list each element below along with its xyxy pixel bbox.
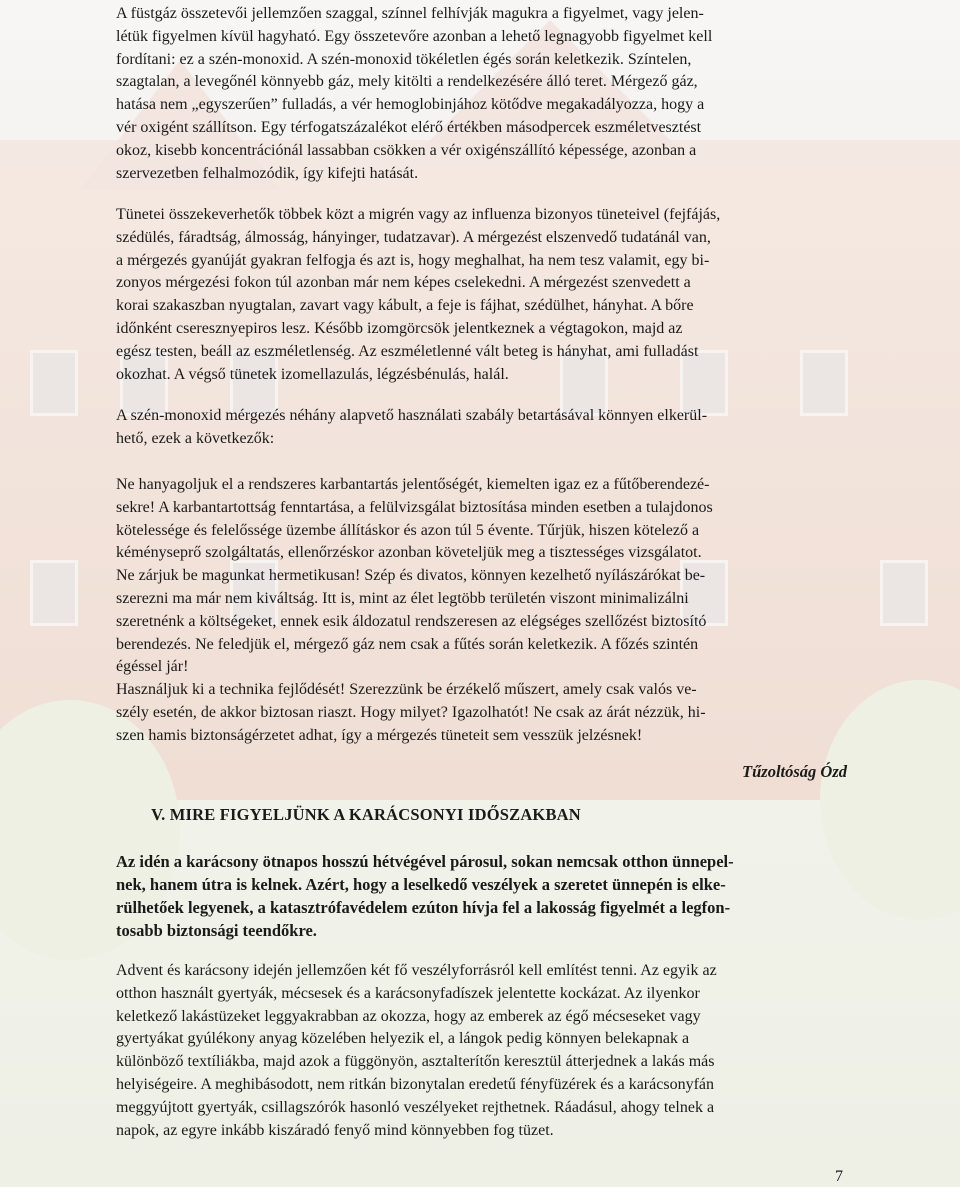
paragraph-advent: Advent és karácsony idején jellemzően két fő veszélyforrásról kell említést tenni. Az egyik az otthon használt gyertyák, mécsesek és a karácsonyfadíszek jelentette kockázat. Az ilyenkor keletkező lakástüzeket leggyakrabban az okozza, hogy az emberek az égő mécseseket vagy gyertyákat gyúlékony anyag közelében helyezik el, a lángok pedig könnyen belekapnak a különböző textíliákba, majd azok a függönyön, asztalterítőn keresztül átterjednek a lakás más helyiségeire. A meghibásodott, nem ritkán bizonytalan eredetű fényfüzérek és a karácsonyfán meggyújtott gyertyák, csillagszórók hasonló veszélyeket rejthetnek. Ráadásul, ahogy telnek a napok, az egyre inkább kiszáradó fenyő mind könnyebben fog tüzet. [116, 962, 717, 1139]
paragraph-rules: Ne hanyagoljuk el a rendszeres karbantartás jelentőségét, kiemelten igaz ez a fűtőberendezé- sekre! A karbantartottság fenntartása, a felülvizsgálat biztosítása minden esetben a tulajdonos kötelessége és felelőssége üzembe állításkor és azon túl 5 évente. Tűrjük, hiszen kötelező a kéményseprő szolgáltatás, ellenőrzéskor azonban követeljük meg a tisztességes vizsgálatot. Ne zárjuk be magunkat hermetikusan! Szép és divatos, könnyen kezelhető nyílászárókat be- szerezni ma már nem kiváltság. Itt is, mint az élet legtöbb területén viszont minimalizálni szeretnénk a költségeket, ennek esik áldozatul rendszeresen az elégséges szellőzést biztosító berendezés. Ne feledjük el, mérgező gáz nem csak a fűtés során keletkezik. A főzés szintén égéssel jár! Használjuk ki a technika fejlődését! Szerezzünk be érzékelő műszert, amely csak valós ve- szély esetén, de akkor biztosan riaszt. Hogy milyet? Igazolhatót! Ne csak az árát nézzük, hi- szen hamis biztonságérzetet adhat, így a mérgezés tüneteit sem vesszük jelzésnek! [116, 476, 713, 744]
paragraph-rules-intro: A szén-monoxid mérgezés néhány alapvető használati szabály betartásával könnyen elkerül- hető, ezek a következők: [116, 407, 708, 447]
section-lead: Az idén a karácsony ötnapos hosszú hétvégével párosul, sokan nemcsak otthon ünnepel- nek, hanem útra is kelnek. Azért, hogy a leselkedő veszélyek a szeretet ünnepén is elke- rülhetőek legyenek, a katasztrófavédelem ezúton hívja fel a lakosság figyelmét a legfon- tosabb biztonsági teendőkre. [116, 852, 734, 940]
page-number: 7 [835, 1168, 843, 1185]
signature: Tűzoltóság Ózd [742, 762, 847, 781]
paragraph-symptoms: Tünetei összekeverhetők többek közt a migrén vagy az influenza bizonyos tüneteivel (fejfájás, szédülés, fáradtság, álmosság, hányinger, tudatzavar). A mérgezést elszenvedő tudatánál van, a mérgezés gyanúját gyakran felfogja és azt is, hogy meghalhat, ha nem tesz valamit, egy bi- zonyos mérgezési fokon túl azonban már nem képes cselekedni. A mérgezést szenvedett a korai szakaszban nyugtalan, zavart vagy kábult, a feje is fájhat, szédülhet, hányhat. A bőre időnként cseresznyepiros lesz. Később izomgörcsök jelentkeznek a végtagokon, majd az egész testen, beáll az eszméletlenség. Az eszméletlenné vált beteg is hányhat, ami fulladást okozhat. A végső tünetek izomellazulás, légzésbénulás, halál. [116, 206, 721, 383]
paragraph-carbon-monoxide-intro: A füstgáz összetevői jellemzően szaggal, színnel felhívják magukra a figyelmet, vagy jelen- létük figyelmen kívül hagyható. Egy összetevőre azonban a lehető legnagyobb figyelmet kell fordítani: ez a szén-monoxid. A szén-monoxid tökéletlen égés során keletkezik. Színtelen, szagtalan, a levegőnél könnyebb gáz, mely kitölti a rendelkezésére álló teret. Mérgező gáz, hatása nem „egyszerűen” fulladás, a vér hemoglobinjához kötődve megakadályozza, hogy a vér oxigént szállítson. Egy térfogatszázalékot elérő értékben másodpercek eszméletvesztést okoz, kisebb koncentrációnál lassabban csökken a vér oxigénszállító képessége, azonban a szervezetben felhalmozódik, így kifejti hatását. [116, 5, 713, 182]
section-heading: V. MIRE FIGYELJÜNK A KARÁCSONYI IDŐSZAKBAN [151, 805, 581, 824]
